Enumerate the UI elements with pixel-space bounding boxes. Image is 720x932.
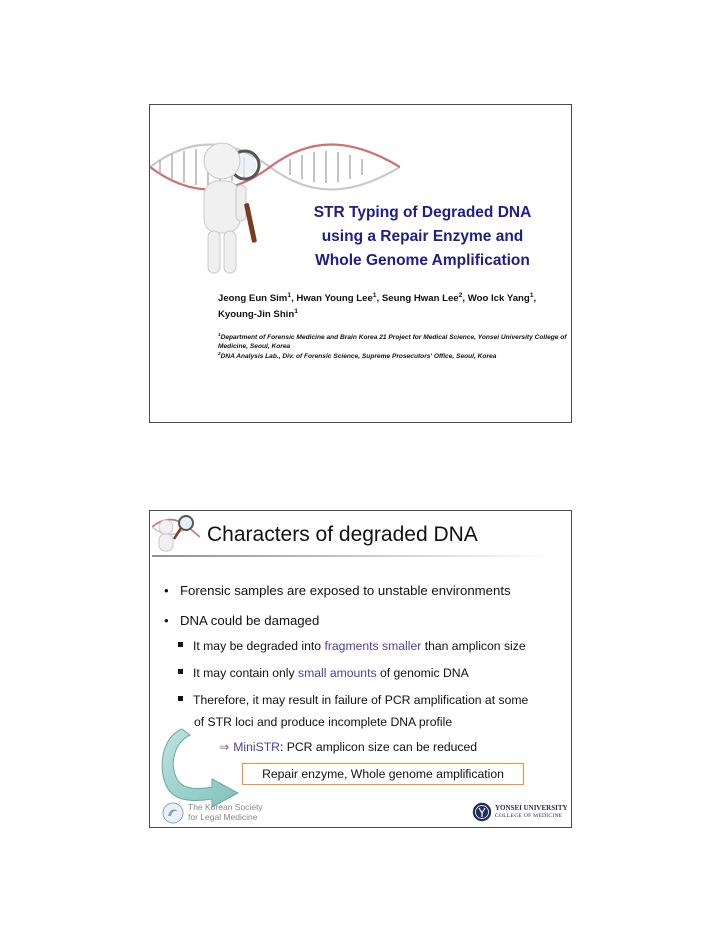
sub-bullet-continuation: of STR loci and produce incomplete DNA profile bbox=[194, 715, 453, 729]
square-bullet-icon bbox=[178, 696, 183, 701]
affiliation: $^1$Department of Forensic Medicine and Brain Korea 21 Project for Medical Science, Yonsei University College of Medicine, Seoul, Korea bbox=[218, 331, 567, 351]
title-divider bbox=[152, 555, 552, 557]
society-name-line: The Korean Society bbox=[188, 802, 263, 812]
bullet-dot-icon: • bbox=[164, 613, 169, 628]
sub-bullet-text: Therefore, it may result in failure of PCR amplification at some bbox=[193, 693, 529, 707]
title-slide bbox=[149, 104, 572, 423]
sub-bullet-text: of genomic DNA bbox=[376, 666, 469, 680]
college-name: COLLEGE OF MEDICINE bbox=[495, 813, 563, 819]
yonsei-seal-icon bbox=[472, 802, 492, 822]
ministr-line bbox=[219, 740, 477, 754]
affiliation: $^2$DNA Analysis Lab., Div. of Forensic Science, Supreme Prosecutors' Office, Seoul, Korea bbox=[218, 350, 497, 360]
society-emblem-icon bbox=[162, 802, 184, 824]
content-slide bbox=[149, 510, 572, 828]
sub-bullet-text: It may be degraded into bbox=[193, 639, 325, 653]
3d-person-with-magnifier-icon bbox=[152, 513, 200, 553]
bullet-text: DNA could be damaged bbox=[180, 613, 320, 628]
bullet-dot-icon: • bbox=[164, 583, 169, 598]
bullet-item bbox=[164, 583, 511, 598]
yonsei-logo bbox=[472, 802, 568, 824]
sub-bullet-text: than amplicon size bbox=[421, 639, 526, 653]
sub-bullet-text: It may contain only bbox=[193, 666, 298, 680]
title-line: using a Repair Enzyme and bbox=[321, 228, 524, 245]
authors-line: Kyoung-Jin Shin$^1$ bbox=[218, 307, 298, 320]
bullet-text: Forensic samples are exposed to unstable environments bbox=[180, 583, 511, 598]
3d-person-with-magnifier-icon bbox=[174, 133, 270, 283]
affiliations bbox=[218, 333, 568, 361]
slide-title bbox=[300, 201, 545, 273]
highlight-text: fragments smaller bbox=[324, 639, 422, 653]
implies-arrow-icon: ⇒ bbox=[219, 740, 230, 754]
square-bullet-icon bbox=[178, 669, 183, 674]
society-name bbox=[188, 803, 263, 822]
university-name: YONSEI UNIVERSITY bbox=[495, 804, 568, 812]
title-line: Whole Genome Amplification bbox=[315, 252, 530, 269]
sub-bullet-item bbox=[178, 693, 528, 707]
author-list bbox=[218, 291, 566, 323]
title-line: STR Typing of Degraded DNA bbox=[313, 204, 532, 221]
slide-title: Characters of degraded DNA bbox=[207, 523, 478, 546]
society-name-line: for Legal Medicine bbox=[188, 811, 258, 822]
sub-bullet-item bbox=[178, 639, 526, 653]
authors-line: Jeong Eun Sim$^1$, Hwan Young Lee$^1$, Seung Hwan Lee$^2$, Woo Ick Yang$^1$, bbox=[218, 291, 537, 304]
solution-box: Repair enzyme, Whole genome amplification bbox=[242, 763, 524, 785]
bullet-item bbox=[164, 613, 319, 628]
highlight-text: small amounts bbox=[298, 666, 377, 680]
highlight-text: MiniSTR bbox=[233, 740, 280, 754]
square-bullet-icon bbox=[178, 642, 183, 647]
sub-bullet-item bbox=[178, 666, 469, 680]
ministr-text: : PCR amplicon size can be reduced bbox=[279, 740, 478, 754]
